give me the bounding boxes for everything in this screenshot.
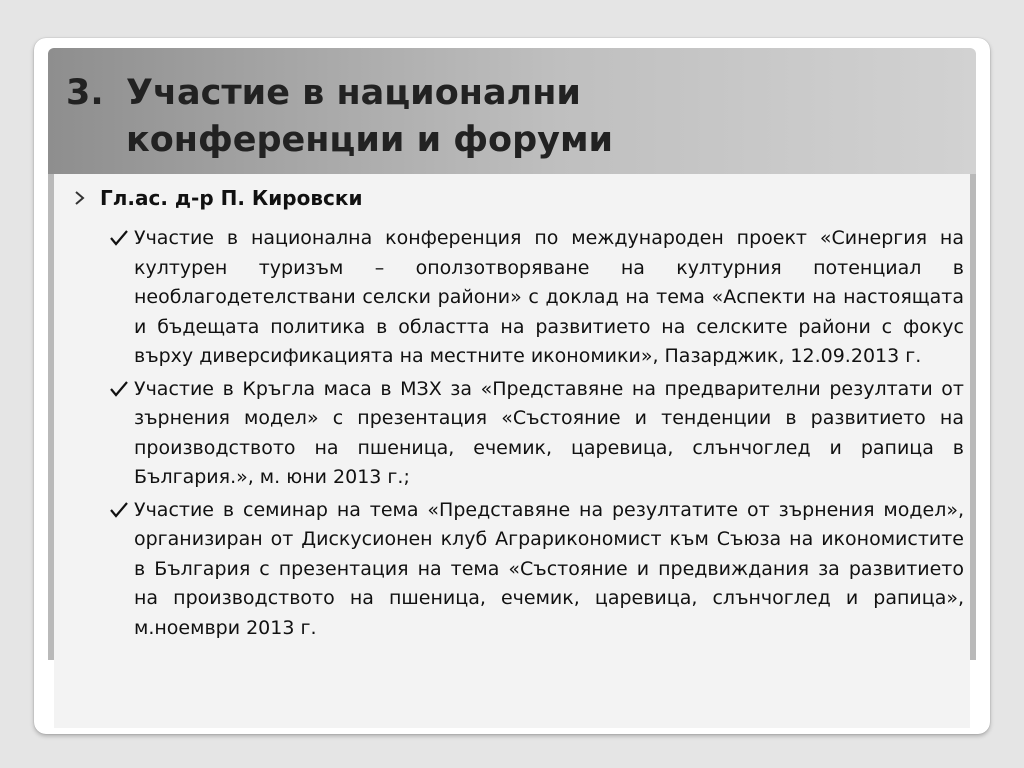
checkmark-icon <box>108 500 130 520</box>
list-item <box>108 224 964 372</box>
person-name: Гл.ас. д-р П. Кировски <box>100 186 363 210</box>
slide-title-line1: Участие в национални <box>126 73 581 113</box>
person-bullet <box>72 186 362 210</box>
arrow-right-icon <box>72 188 88 208</box>
list-item <box>108 375 964 493</box>
list-item-text: Участие в Кръгла маса в МЗХ за «Представяне на предварителни резултати от зърнения модел» с презентация «Състояние и тенденции в развитието на производството на пшеница, ечемик, царевица, слънчоглед и рапица в България.», м. юни 2013 г.; <box>134 377 964 488</box>
participation-list <box>108 224 964 646</box>
list-item <box>108 496 964 644</box>
list-item-text: Участие в семинар на тема «Представяне на резултатите от зърнения модел», организиран от Дискусионен клуб Аграрикономист към Съюза на икономистите в България с презентация на тема «Състояние и предвиждания за развитието на производството на пшеница, ечемик, царевица, слънчоглед и рапица», м.ноември 2013 г. <box>134 498 964 639</box>
checkmark-icon <box>108 379 130 399</box>
checkmark-icon <box>108 228 130 248</box>
right-side-strip <box>970 174 976 660</box>
slide-title-number: 3. <box>66 73 104 113</box>
slide-title <box>66 70 613 164</box>
list-item-text: Участие в национална конференция по международен проект «Синергия на културен туризъм – оползотворяване на културния потенциал в необлагодетелствани селски райони» с доклад на тема «Аспекти на настоящата и бъдещата политика в областта на развитието на селските райони с фокус върху диверсификацията на местните икономики», Пазарджик, 12.09.2013 г. <box>134 227 964 367</box>
slide-title-line2: конференции и форуми <box>126 120 614 160</box>
